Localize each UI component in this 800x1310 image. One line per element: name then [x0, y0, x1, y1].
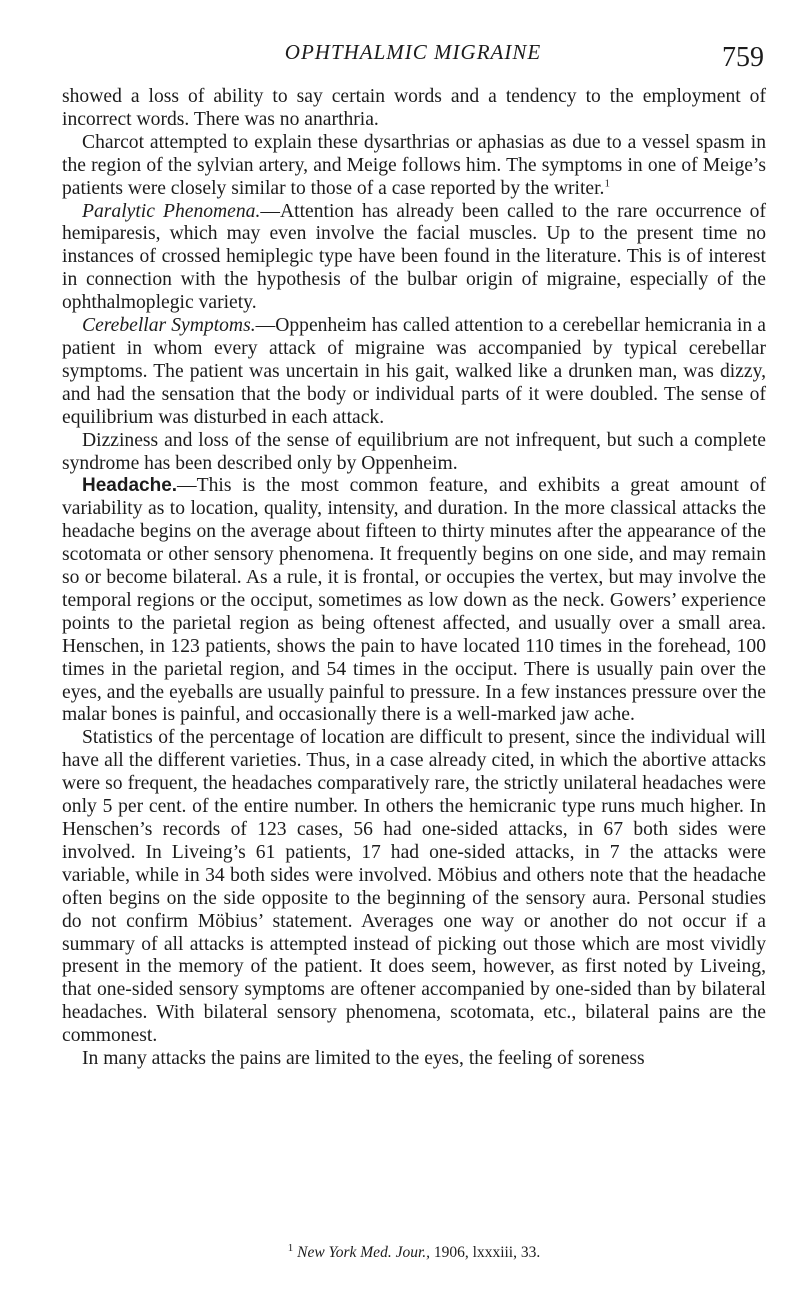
footnote	[62, 1241, 766, 1262]
section-heading-paralytic: Paralytic Phenomena.	[82, 200, 261, 222]
footnote-journal: New York Med. Jour.,	[297, 1244, 431, 1261]
paragraph-7-text: Statistics of the percentage of location are difficult to present, since the individual will have all the different varieties. Thus, in a case already cited, in which the abortive attacks were so frequent, the headaches comparatively rare, the strictly unilateral headaches were only 5 per cent. of the entire number. In others the hemicranic type runs much higher. In Henschen’s records of 123 cases, 56 had one-sided attacks, in 67 both sides were involved. In Liveing’s 61 patients, 17 had one-sided attacks, in 7 the attacks were variable, while in 34 both sides were involved. Möbius and others note that the headache often begins on the side opposite to the beginning of the sensory aura. Personal studies do not confirm Möbius’ statement. Averages one way or another do not occur if a summary of all attacks is attempted instead of picking out those which are most vividly present in the memory of the patient. It does seem, however, as first noted by Liveing, that one-sided sensory symptoms are oftener accompanied by one-sided than by bilateral headaches. With bilateral sensory phenomena, scotomata, etc., bilateral pains are the commonest.	[62, 727, 766, 1047]
page-number: 759	[722, 42, 764, 73]
section-heading-cerebellar: Cerebellar Symptoms.	[82, 315, 256, 337]
paragraph-6-text: —This is the most common feature, and exhibits a great amount of variability as to location, quality, intensity, and duration. In the more classical attacks the headache begins on the average about fifteen to thirty minutes after the appearance of the scotomata or other sensory phenomena. It frequently begins on one side, and may remain so or become bilateral. As a rule, it is frontal, or occupies the vertex, but may involve the temporal regions or the occiput, sometimes as low down as the neck. Gowers’ experience points to the parietal region as being oftenest affected, and usually over a small area. Henschen, in 123 patients, shows the pain to have located 110 times in the forehead, 100 times in the parietal region, and 54 times in the occiput. There is usually pain over the eyes, and the eyeballs are usually painful to pressure. In a few instances pressure over the malar bones is painful, and occasionally there is a well-marked jaw ache.	[62, 475, 766, 726]
paragraph-cerebellar-symptoms	[62, 315, 766, 430]
paragraph-4-text: —Oppenheim has called attention to a cerebellar hemicrania in a patient in whom every attack of migraine was accompanied by typical cerebellar symptoms. The patient was uncertain in his gait, walked like a drunken man, was dizzy, and had the sensation that the body or individual parts of it were doubled. The sense of equilibrium was disturbed in each attack.	[62, 315, 766, 428]
paragraph-paralytic-phenomena	[62, 201, 766, 316]
footnote-citation: 1906, lxxxiii, 33.	[433, 1244, 541, 1261]
paragraph-8	[62, 1048, 766, 1071]
page-header	[62, 40, 764, 80]
paragraph-2-text: Charcot attempted to explain these dysarthrias or aphasias as due to a vessel spasm in the region of the sylvian artery, and Meige follows him. The symptoms in one of Meige’s patients were closely similar to those of a case reported by the writer.	[62, 131, 766, 199]
paragraph-2	[62, 132, 766, 201]
paragraph-headache	[62, 475, 766, 727]
paragraph-1	[62, 86, 766, 132]
body-text	[62, 86, 766, 1071]
paragraph-5-text: Dizziness and loss of the sense of equilibrium are not infrequent, but such a complete syndrome has been described only by Oppenheim.	[62, 429, 766, 474]
paragraph-3-text: —Attention has already been called to the rare occurrence of hemiparesis, which may even involve the facial muscles. Up to the present time no instances of crossed hemiplegic type have been found in the literature. This is of interest in connection with the hypothesis of the bulbar origin of migraine, especially of the ophthalmoplegic variety.	[62, 200, 766, 314]
running-title: OPHTHALMIC MIGRAINE	[284, 40, 542, 64]
paragraph-8-text: In many attacks the pains are limited to the eyes, the feeling of soreness	[82, 1048, 645, 1070]
paragraph-7	[62, 727, 766, 1048]
paragraph-5	[62, 430, 766, 476]
footnote-marker: 1	[287, 1241, 294, 1254]
footnote-reference: 1	[604, 177, 610, 190]
paragraph-1-text: showed a loss of ability to say certain words and a tendency to the employment of incorrect words. There was no anarthria.	[62, 86, 766, 130]
section-heading-headache: Headache.	[82, 475, 178, 497]
